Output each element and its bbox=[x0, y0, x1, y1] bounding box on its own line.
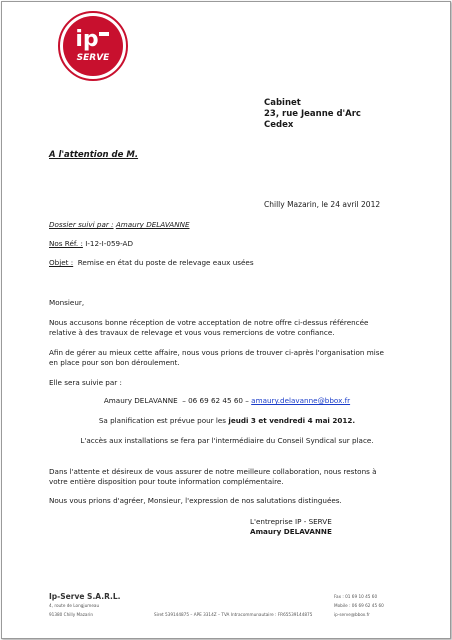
footer-email: ip-serve@bbox.fr bbox=[334, 612, 370, 617]
recipient-address bbox=[264, 98, 361, 131]
contact-name: Amaury DELAVANNE bbox=[103, 396, 178, 405]
contact-line bbox=[42, 396, 412, 405]
contact-phone: 06 69 62 45 60 bbox=[188, 396, 243, 405]
reference-value: I-12-I-059-AD bbox=[85, 239, 133, 248]
paragraph-1: Nous accusons bonne réception de votre acceptation de notre offre ci-dessus référencée relative à des travaux de relevage et vous vous remercions de votre confiance. bbox=[49, 318, 369, 337]
footer-legal: Siret 539144875 – APE 3314Z – TVA Intracommunautaire : FR65539144875 bbox=[154, 612, 313, 617]
object-label: Objet : bbox=[49, 258, 74, 267]
object-line bbox=[49, 258, 254, 267]
recipient-city: Cedex bbox=[264, 120, 294, 130]
object-value: Remise en état du poste de relevage eaux usées bbox=[77, 258, 254, 267]
company-logo bbox=[57, 10, 129, 82]
recipient-street: 23, rue Jeanne d'Arc bbox=[264, 109, 361, 119]
footer-address-line2: 91380 Chilly Mazarin bbox=[49, 612, 94, 617]
planning-dates: jeudi 3 et vendredi 4 mai 2012. bbox=[228, 416, 356, 425]
paragraph-3: Elle sera suivie par : bbox=[49, 378, 122, 387]
recipient-name: Cabinet bbox=[264, 98, 301, 108]
footer-fax: Fax : 01 69 10 45 60 bbox=[334, 594, 378, 599]
dossier-value: Amaury DELAVANNE bbox=[115, 220, 190, 229]
dossier-line bbox=[49, 220, 190, 229]
letter-date: Chilly Mazarin, le 24 avril 2012 bbox=[264, 200, 381, 209]
dossier-label: Dossier suivi par : bbox=[49, 220, 114, 229]
planning-line bbox=[42, 416, 412, 425]
contact-email-link[interactable]: amaury.delavanne@bbox.fr bbox=[251, 396, 351, 405]
contact-separator: – bbox=[182, 396, 186, 405]
signature-name: Amaury DELAVANNE bbox=[250, 527, 332, 536]
footer-address bbox=[49, 601, 99, 619]
signature-company: L'entreprise IP - SERVE bbox=[250, 517, 332, 526]
footer-company-name: Ip-Serve S.A.R.L. bbox=[49, 592, 121, 601]
footer-address-line1: 4, route de Longjumeau bbox=[49, 603, 100, 608]
footer-mobile: Mobile : 06 69 62 45 60 bbox=[334, 603, 384, 608]
planning-prefix: Sa planification est prévue pour les bbox=[98, 416, 227, 425]
letter-page bbox=[1, 1, 451, 639]
footer-contact bbox=[334, 592, 384, 619]
attention-line: A l'attention de M. bbox=[49, 150, 139, 160]
reference-label: Nos Réf. : bbox=[49, 239, 83, 248]
logo-serve-text: SERVE bbox=[76, 53, 110, 63]
paragraph-2: Afin de gérer au mieux cette affaire, nous vous prions de trouver ci-après l'organisation mise en place pour son bon déroulement. bbox=[49, 348, 384, 367]
contact-separator-2: – bbox=[245, 396, 249, 405]
paragraph-5: Nous vous prions d'agréer, Monsieur, l'expression de nos salutations distinguées. bbox=[49, 496, 342, 505]
logo-ip-text: ip bbox=[75, 27, 99, 52]
signature-block bbox=[250, 517, 332, 537]
salutation: Monsieur, bbox=[49, 298, 85, 307]
reference-line bbox=[49, 239, 133, 248]
access-line: L'accès aux installations se fera par l'intermédiaire du Conseil Syndical sur place. bbox=[80, 436, 374, 445]
paragraph-4: Dans l'attente et désireux de vous assurer de notre meilleure collaboration, nous restons à votre entière disposition pour toute information complémentaire. bbox=[49, 467, 377, 486]
